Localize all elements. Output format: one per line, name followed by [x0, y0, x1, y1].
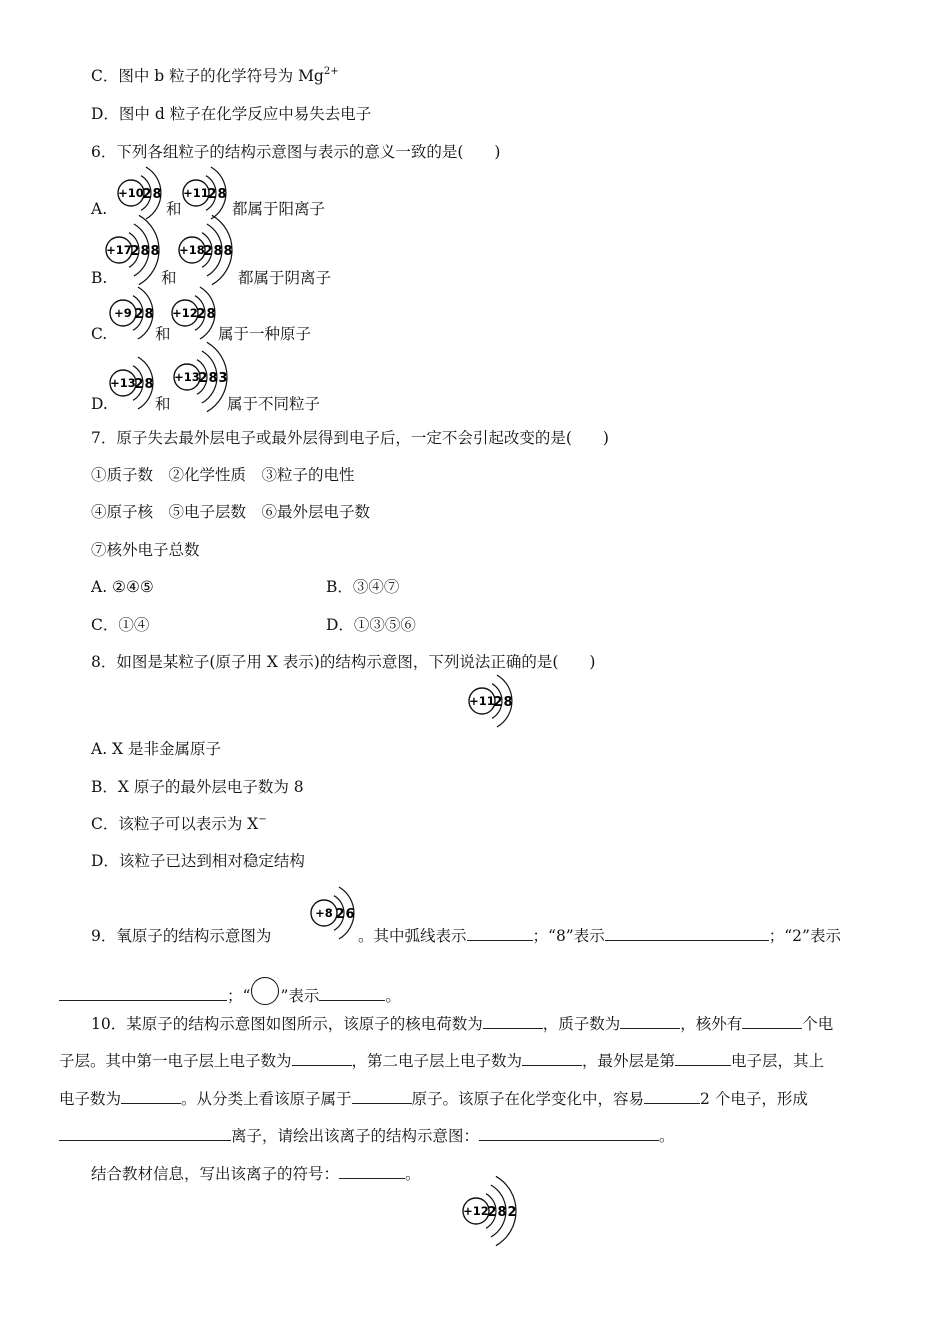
electron-count: 2 — [134, 377, 144, 392]
nucleus-charge: +12 — [463, 1204, 489, 1218]
q6-b-atom-1 — [104, 233, 174, 271]
electron-count: 8 — [144, 377, 154, 392]
q6-option-a-desc: 都属于阳离子 — [232, 200, 326, 218]
electron-count: 2 — [142, 187, 152, 202]
answer-blank[interactable] — [522, 1051, 582, 1066]
superscript: 2+ — [323, 65, 339, 77]
answer-blank[interactable] — [742, 1014, 802, 1029]
electron-count: 8 — [217, 187, 227, 202]
nucleus-charge: +8 — [315, 906, 333, 920]
answer-blank[interactable] — [605, 926, 769, 941]
electron-count: 8 — [497, 1205, 507, 1220]
q6-option-b-desc: 都属于阴离子 — [238, 269, 332, 287]
q6-option-b-join: 和 — [161, 269, 177, 287]
q6-option-c-join: 和 — [155, 325, 171, 343]
nucleus-charge: +12 — [172, 306, 198, 320]
superscript: − — [258, 813, 267, 825]
electron-count: 8 — [213, 244, 223, 259]
q6-option-c-desc: 属于一种原子 — [218, 325, 312, 343]
nucleus-charge: +13 — [110, 376, 136, 390]
q9-line-2: ；“ ”表示 。 — [59, 977, 401, 1006]
q7-item-line-1: ①质子数 ②化学性质 ③粒子的电性 — [91, 466, 355, 484]
q7-option-c: C．①④ — [91, 616, 150, 634]
q8-option-b: B．X 原子的最外层电子数为 8 — [91, 778, 304, 796]
electron-count: 8 — [223, 244, 233, 259]
q6-d-atom-2 — [172, 360, 242, 398]
q7-stem: 7．原子失去最外层电子或最外层得到电子后，一定不会引起改变的是( ) — [91, 429, 609, 447]
answer-blank[interactable] — [620, 1014, 680, 1029]
q10-line-5: 结合教材信息，写出该离子的符号： 。 — [91, 1165, 421, 1183]
nucleus-charge: +18 — [179, 243, 205, 257]
q7-option-d: D．①③⑤⑥ — [326, 616, 416, 634]
electron-count: 2 — [203, 244, 213, 259]
electron-count: 2 — [207, 187, 217, 202]
answer-blank[interactable] — [352, 1089, 412, 1104]
q10-line-1: 10．某原子的结构示意图如图所示，该原子的核电荷数为 ，质子数为 ，核外有 个电 — [91, 1015, 834, 1033]
nucleus-charge: +10 — [118, 186, 144, 200]
q10-line-2: 子层。其中第一电子层上电子数为 ，第二电子层上电子数为 ，最外层是第 电子层，其上 — [59, 1052, 825, 1070]
q6-stem: 6．下列各组粒子的结构示意图与表示的意义一致的是( ) — [91, 143, 501, 161]
electron-count: 8 — [208, 371, 218, 386]
electron-count: 2 — [493, 695, 503, 710]
q6-option-a-join: 和 — [166, 200, 182, 218]
q7-item-line-3: ⑦核外电子总数 — [91, 541, 200, 559]
nucleus-charge: +9 — [114, 306, 132, 320]
answer-blank[interactable] — [339, 1164, 405, 1179]
q10-line-4: 离子，请绘出该离子的结构示意图： 。 — [59, 1126, 675, 1146]
nucleus-charge: +17 — [106, 243, 132, 257]
electron-count: 2 — [134, 307, 144, 322]
nucleus-charge: +11 — [469, 694, 495, 708]
q8-option-d: D．该粒子已达到相对稳定结构 — [91, 852, 305, 870]
q10-line-3: 电子数为 。从分类上看该原子属于 原子。该原子在化学变化中，容易 2 个电子，形成 — [59, 1090, 808, 1108]
answer-blank[interactable] — [479, 1126, 659, 1141]
q8-option-c: C．该粒子可以表示为 X− — [91, 813, 267, 833]
electron-count: 2 — [335, 907, 345, 922]
answer-blank[interactable] — [59, 1126, 231, 1141]
answer-blank[interactable] — [467, 926, 533, 941]
q5-option-c: C．图中 b 粒子的化学符号为 $Mg^{2+}$ — [91, 65, 339, 85]
q7-item-line-2: ④原子核 ⑤电子层数 ⑥最外层电子数 — [91, 503, 371, 521]
q6-option-a-label: A. — [91, 200, 108, 218]
q6-option-d-label: D. — [91, 395, 108, 413]
q6-b-atom-2 — [177, 233, 247, 271]
answer-blank[interactable] — [319, 986, 385, 1001]
q7-option-b: B．③④⑦ — [326, 578, 400, 596]
nucleus-charge: +13 — [174, 370, 200, 384]
electron-count: 8 — [152, 187, 162, 202]
electron-count: 6 — [345, 907, 355, 922]
answer-blank[interactable] — [483, 1014, 543, 1029]
nucleus-charge: +11 — [183, 186, 209, 200]
q6-option-c-label: C. — [91, 325, 108, 343]
q10-atom-diagram — [461, 1194, 531, 1232]
answer-blank[interactable] — [292, 1051, 352, 1066]
q8-atom-diagram — [467, 684, 527, 722]
electron-count: 8 — [150, 244, 160, 259]
electron-count: 2 — [130, 244, 140, 259]
q9-line-1: 9．氧原子的结构示意图为 — [91, 927, 272, 945]
answer-blank[interactable] — [59, 986, 227, 1001]
answer-blank[interactable] — [644, 1089, 700, 1104]
electron-count: 8 — [140, 244, 150, 259]
electron-count: 8 — [144, 307, 154, 322]
q8-option-a: A. X 是非金属原子 — [91, 740, 222, 758]
electron-count: 2 — [198, 371, 208, 386]
q6-option-d-join: 和 — [155, 395, 171, 413]
q5-option-d: D．图中 d 粒子在化学反应中易失去电子 — [91, 105, 372, 123]
circle-symbol — [251, 977, 279, 1005]
electron-count: 2 — [487, 1205, 497, 1220]
electron-count: 8 — [206, 307, 216, 322]
q7-option-a: A. ②④⑤ — [91, 578, 154, 596]
electron-count: 2 — [507, 1205, 517, 1220]
electron-count: 8 — [503, 695, 513, 710]
electron-count: 3 — [218, 371, 228, 386]
q6-option-d-desc: 属于不同粒子 — [227, 395, 321, 413]
q9-line-1-cont: 。其中弧线表示 ；“8”表示 ；“2”表示 — [358, 927, 841, 945]
answer-blank[interactable] — [675, 1051, 731, 1066]
q6-option-b-label: B. — [91, 269, 108, 287]
q8-stem: 8．如图是某粒子(原子用 X 表示)的结构示意图，下列说法正确的是( ) — [91, 653, 596, 671]
electron-count: 2 — [196, 307, 206, 322]
answer-blank[interactable] — [121, 1089, 181, 1104]
